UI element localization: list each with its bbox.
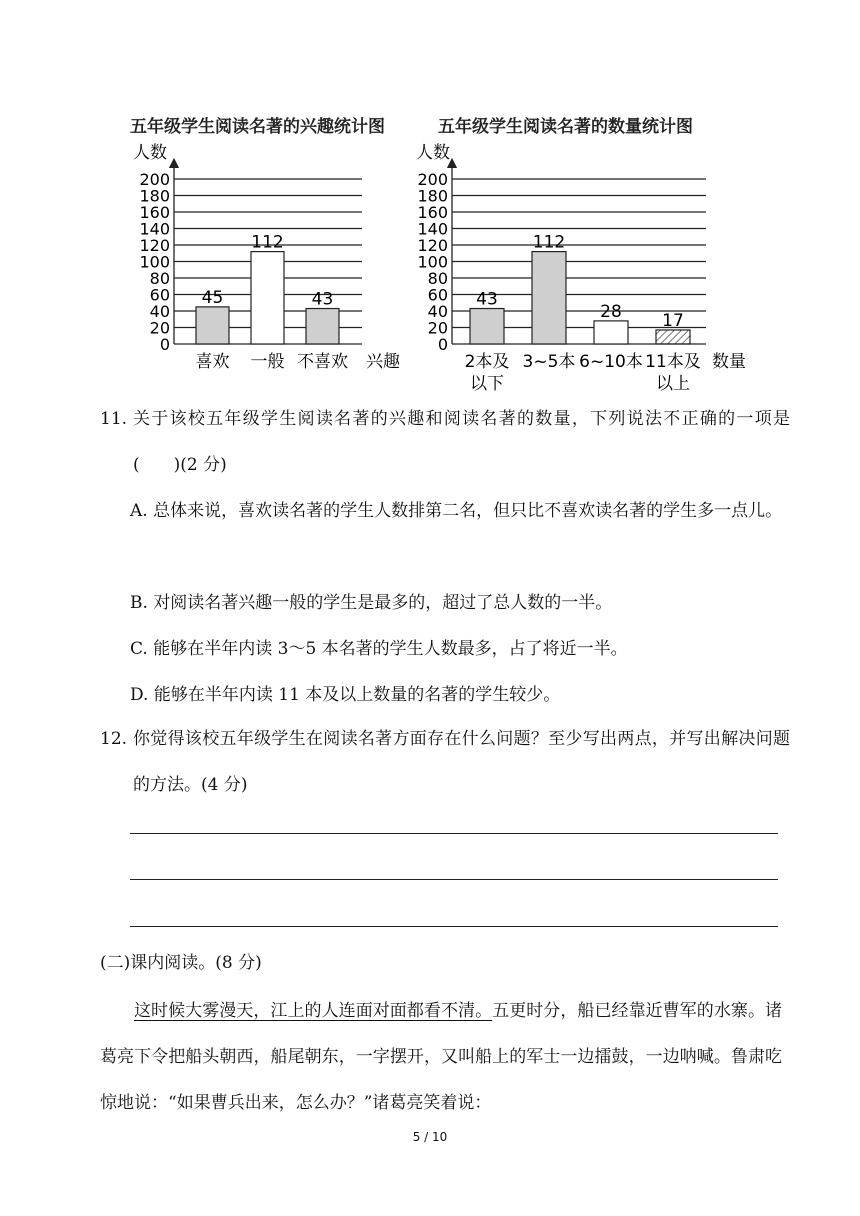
chart2-y-tick-label: 60 bbox=[427, 285, 448, 305]
chart2-data-label: 112 bbox=[532, 232, 566, 253]
option-d bbox=[130, 672, 790, 718]
answer-line-3[interactable] bbox=[130, 926, 778, 927]
chart2-y-tick-label: 180 bbox=[417, 186, 448, 206]
chart1-y-tick-label: 140 bbox=[139, 219, 170, 239]
chart2-bar bbox=[656, 330, 690, 344]
option-a-text: 总体来说，喜欢读名著的学生人数排第二名，但只比不喜欢读名著的学生多一点儿。 bbox=[153, 501, 783, 521]
option-a bbox=[130, 488, 790, 534]
chart1-y-tick-label: 0 bbox=[159, 335, 170, 354]
chart2-x-axis-label: 数量 bbox=[712, 352, 746, 372]
option-b bbox=[130, 580, 790, 626]
chart1-y-axis-label: 人数 bbox=[133, 143, 167, 163]
chart1-y-tick-label: 40 bbox=[149, 302, 170, 321]
option-d-text: 能够在半年内读 11 本及以上数量的名著的学生较少。 bbox=[153, 685, 561, 705]
chart2-bar bbox=[594, 321, 628, 344]
question-11-text: 关于该校五年级学生阅读名著的兴趣和阅读名著的数量，下列说法不正确的一项是( )(2 分) bbox=[133, 409, 790, 475]
option-a-letter: A. bbox=[130, 501, 148, 521]
chart1-category-label: 不喜欢 bbox=[297, 352, 348, 372]
chart2-y-tick-label: 200 bbox=[417, 170, 448, 189]
chart2-y-tick-label: 0 bbox=[437, 335, 448, 354]
chart1-data-label: 43 bbox=[311, 289, 334, 310]
chart2-category-label: 6~10本 bbox=[579, 352, 643, 372]
chart2-y-axis-label: 人数 bbox=[416, 143, 450, 163]
chart2-y-tick-label: 20 bbox=[427, 318, 448, 338]
passage-underlined-sentence: 这时候大雾漫天，江上的人连面对面都看不清。 bbox=[134, 1001, 493, 1021]
chart2-data-label: 28 bbox=[600, 301, 622, 322]
chart2-y-tick-label: 40 bbox=[427, 302, 448, 321]
question-12-text: 你觉得该校五年级学生在阅读名著方面存在什么问题？至少写出两点，并写出解决问题的方法。(4 分) bbox=[133, 729, 790, 795]
option-c-text: 能够在半年内读 3～5 本名著的学生人数最多，占了将近一半。 bbox=[153, 639, 628, 659]
chart2-data-label: 43 bbox=[476, 289, 498, 310]
chart1-y-tick-label: 80 bbox=[149, 269, 170, 288]
chart1-y-tick-label: 100 bbox=[139, 252, 170, 272]
chart1-bar bbox=[251, 252, 284, 344]
passage-text: 五更时分，船已经靠近曹军的水寨。诸葛亮下令把船头朝西，船尾朝东，一字摆开，又叫船上的军士一边擂鼓，一边呐喊。鲁肃吃惊地说：“如果曹兵出来，怎么办？”诸葛亮笑着说： bbox=[100, 1001, 783, 1113]
chart2-category-label: 以上 bbox=[656, 374, 690, 394]
chart2-category-label: 3~5本 bbox=[522, 352, 576, 372]
chart2-y-tick-label: 100 bbox=[417, 252, 448, 272]
charts-area bbox=[0, 0, 860, 400]
chart2-data-label: 17 bbox=[662, 310, 684, 331]
chart1-y-tick-label: 20 bbox=[149, 318, 170, 338]
chart1-data-label: 112 bbox=[251, 232, 284, 253]
chart1-y-tick-label: 200 bbox=[139, 170, 170, 189]
chart1-bar bbox=[306, 309, 339, 344]
question-11-number: 11. bbox=[100, 409, 128, 429]
chart1-y-tick-label: 60 bbox=[149, 285, 170, 305]
option-b-text: 对阅读名著兴趣一般的学生是最多的，超过了总人数的一半。 bbox=[153, 593, 613, 613]
chart2-category-label: 2本及 bbox=[464, 352, 510, 372]
question-11 bbox=[100, 396, 790, 488]
chart2-y-tick-label: 160 bbox=[417, 203, 448, 222]
chart2-y-tick-label: 80 bbox=[427, 269, 448, 288]
chart2-category-label: 11本及 bbox=[645, 352, 701, 372]
chart2-bar bbox=[532, 252, 566, 344]
chart1-bar bbox=[196, 307, 229, 344]
option-b-letter: B. bbox=[130, 593, 148, 613]
chart1-y-tick-label: 160 bbox=[139, 203, 170, 222]
chart-title-quantity: 五年级学生阅读名著的数量统计图 bbox=[438, 117, 693, 137]
section-heading: (二)课内阅读。(8 分) bbox=[100, 953, 262, 973]
chart2-y-tick-label: 140 bbox=[417, 219, 448, 239]
chart1-y-tick-label: 180 bbox=[139, 186, 170, 206]
chart2-category-label: 以下 bbox=[470, 374, 504, 394]
answer-line-1[interactable] bbox=[130, 833, 778, 834]
question-12 bbox=[100, 716, 790, 808]
chart2-y-tick-label: 120 bbox=[417, 236, 448, 255]
option-d-letter: D. bbox=[130, 685, 149, 705]
chart1-data-label: 45 bbox=[201, 287, 224, 308]
chart1-category-label: 喜欢 bbox=[195, 352, 230, 372]
option-c bbox=[130, 626, 790, 672]
option-c-letter: C. bbox=[130, 639, 148, 659]
chart1-y-tick-label: 120 bbox=[139, 236, 170, 255]
page-number: 5 / 10 bbox=[412, 1130, 448, 1144]
chart2-bar bbox=[470, 309, 504, 344]
question-12-number: 12. bbox=[100, 729, 128, 749]
bar-charts-svg bbox=[0, 0, 860, 400]
chart1-x-axis-label: 兴趣 bbox=[366, 352, 400, 372]
answer-line-2[interactable] bbox=[130, 879, 778, 880]
chart1-category-label: 一般 bbox=[250, 352, 285, 372]
reading-passage bbox=[100, 988, 782, 1126]
chart-title-interest: 五年级学生阅读名著的兴趣统计图 bbox=[130, 117, 385, 137]
